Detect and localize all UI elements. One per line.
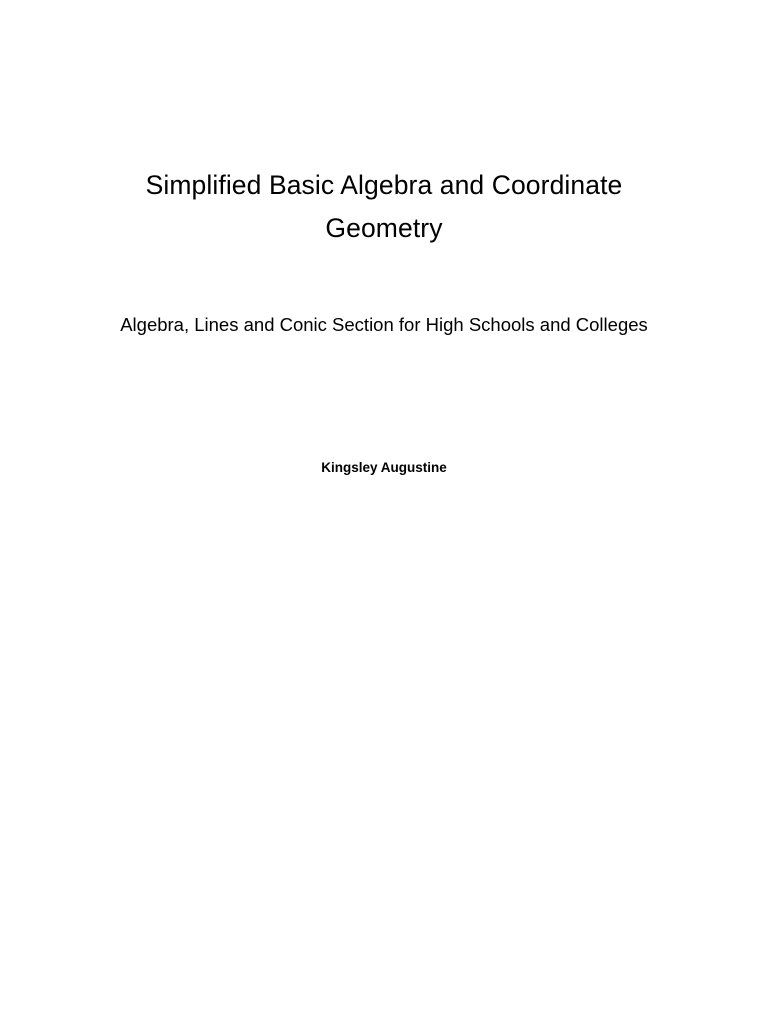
book-title-line-2: Geometry xyxy=(325,213,443,243)
book-title-line-1: Simplified Basic Algebra and Coordinate xyxy=(145,170,623,200)
book-title xyxy=(84,164,684,250)
book-subtitle: Algebra, Lines and Conic Section for High Schools and Colleges xyxy=(120,314,648,335)
author-name: Kingsley Augustine xyxy=(321,460,447,475)
